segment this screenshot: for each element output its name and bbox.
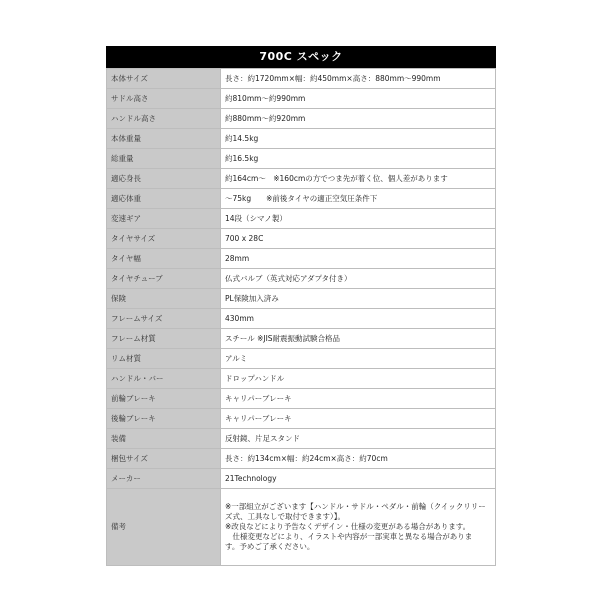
spec-table-body (107, 69, 496, 566)
spec-value: 仏式バルブ（英式対応アダプタ付き） (221, 269, 496, 289)
spec-row (107, 469, 496, 489)
spec-row (107, 309, 496, 329)
spec-label: 総重量 (107, 149, 221, 169)
spec-row (107, 369, 496, 389)
spec-label: 本体サイズ (107, 69, 221, 89)
spec-label: 保険 (107, 289, 221, 309)
spec-row (107, 229, 496, 249)
spec-label: 本体重量 (107, 129, 221, 149)
spec-row (107, 69, 496, 89)
spec-value: 約16.5kg (221, 149, 496, 169)
spec-sheet (106, 46, 496, 566)
spec-label: 後輪ブレーキ (107, 409, 221, 429)
spec-row (107, 269, 496, 289)
spec-value: 28mm (221, 249, 496, 269)
spec-row (107, 249, 496, 269)
spec-label: リム材質 (107, 349, 221, 369)
spec-value: 反射鏡、片足スタンド (221, 429, 496, 449)
spec-value: ドロップハンドル (221, 369, 496, 389)
spec-row (107, 429, 496, 449)
notes-line: す。予めご了承ください。 (225, 542, 315, 551)
spec-label-notes: 備考 (107, 489, 221, 566)
spec-value: スチール ※JIS耐震振動試験合格品 (221, 329, 496, 349)
spec-row (107, 289, 496, 309)
spec-label: ハンドル・バー (107, 369, 221, 389)
notes-line: 仕様変更などにより、イラストや内容が一部実車と異なる場合がありま (225, 532, 473, 541)
spec-label: メーカー (107, 469, 221, 489)
spec-value: 約14.5kg (221, 129, 496, 149)
spec-label: タイヤサイズ (107, 229, 221, 249)
spec-row (107, 389, 496, 409)
spec-value: アルミ (221, 349, 496, 369)
spec-value: 長さ：約134cm×幅：約24cm×高さ：約70cm (221, 449, 496, 469)
spec-label: フレームサイズ (107, 309, 221, 329)
spec-row (107, 109, 496, 129)
spec-value: 長さ：約1720mm×幅：約450mm×高さ：880mm〜990mm (221, 69, 496, 89)
spec-value-notes (221, 489, 496, 566)
spec-value: キャリパーブレーキ (221, 409, 496, 429)
spec-value: 700 x 28C (221, 229, 496, 249)
notes-line: ※改良などにより予告なくデザイン・仕様の変更がある場合があります。 (225, 522, 471, 531)
notes-line: ※一部組立がございます【ハンドル・サドル・ペダル・前輪（クイックリリー (225, 502, 486, 511)
spec-label: タイヤ幅 (107, 249, 221, 269)
spec-row (107, 89, 496, 109)
spec-row (107, 449, 496, 469)
spec-label: 梱包サイズ (107, 449, 221, 469)
spec-row (107, 349, 496, 369)
notes-line: ズ式、工具なしで取付できます）】。 (225, 512, 345, 521)
spec-row (107, 149, 496, 169)
spec-label: ハンドル高さ (107, 109, 221, 129)
spec-value: 14段（シマノ製） (221, 209, 496, 229)
spec-value: キャリパーブレーキ (221, 389, 496, 409)
spec-row (107, 189, 496, 209)
spec-row (107, 209, 496, 229)
spec-label: 適応身長 (107, 169, 221, 189)
spec-value: 〜75kg ※前後タイヤの適正空気圧条件下 (221, 189, 496, 209)
spec-value: 約880mm〜約920mm (221, 109, 496, 129)
spec-row (107, 329, 496, 349)
spec-value: 約810mm〜約990mm (221, 89, 496, 109)
spec-value: 約164cm〜 ※160cmの方でつま先が着く位、個人差があります (221, 169, 496, 189)
spec-row (107, 169, 496, 189)
spec-label: 前輪ブレーキ (107, 389, 221, 409)
spec-label: 変速ギア (107, 209, 221, 229)
spec-row (107, 129, 496, 149)
spec-title: 700C スペック (106, 46, 496, 68)
spec-value: PL保険加入済み (221, 289, 496, 309)
spec-value: 430mm (221, 309, 496, 329)
spec-table (106, 68, 496, 566)
spec-label: サドル高さ (107, 89, 221, 109)
spec-label: フレーム材質 (107, 329, 221, 349)
spec-row (107, 409, 496, 429)
spec-value: 21Technology (221, 469, 496, 489)
spec-row-notes (107, 489, 496, 566)
spec-label: 適応体重 (107, 189, 221, 209)
spec-label: タイヤチューブ (107, 269, 221, 289)
spec-label: 装備 (107, 429, 221, 449)
